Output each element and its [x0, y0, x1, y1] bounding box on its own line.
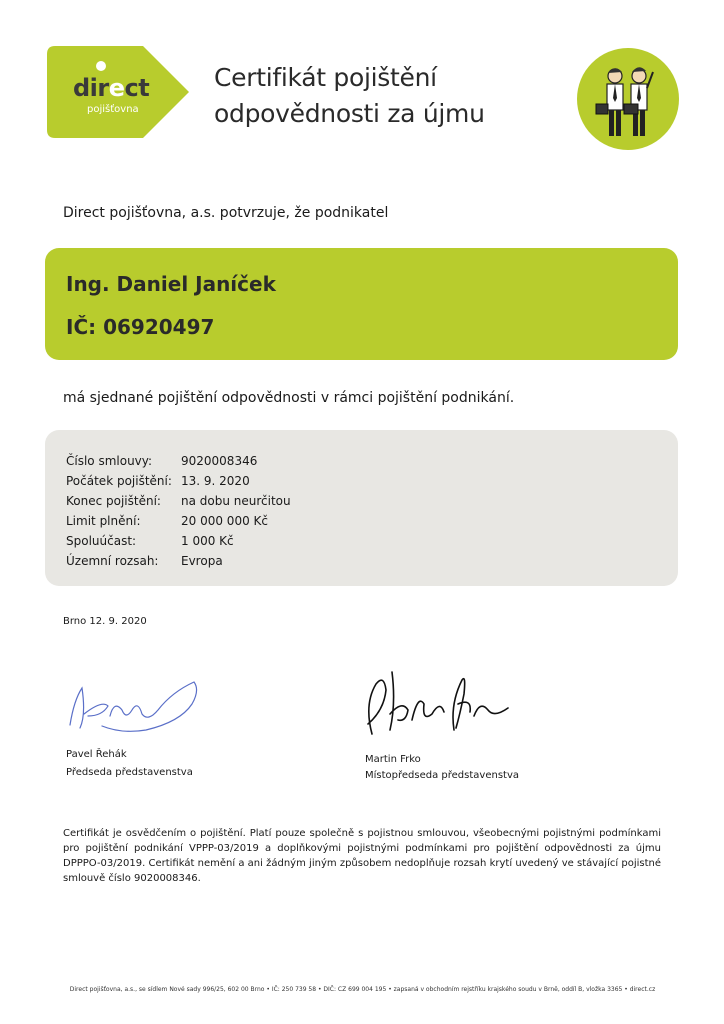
signer-1-name: Pavel Řehák [66, 749, 127, 760]
detail-value: Evropa [181, 554, 223, 568]
detail-label: Konec pojištění: [66, 494, 161, 508]
detail-label: Počátek pojištění: [66, 474, 172, 488]
place-date: Brno 12. 9. 2020 [63, 616, 147, 627]
holder-name: Ing. Daniel Janíček [66, 272, 276, 296]
detail-value: 1 000 Kč [181, 534, 234, 548]
holder-ic: IČ: 06920497 [66, 315, 215, 339]
signer-2-role: Místopředseda představenstva [365, 770, 519, 781]
holder-panel [45, 248, 678, 360]
detail-value: na dobu neurčitou [181, 494, 291, 508]
detail-value: 20 000 000 Kč [181, 514, 268, 528]
logo-wordmark: direct [73, 74, 150, 102]
signature-martin-frko [362, 664, 512, 744]
disclaimer-text: Certifikát je osvědčením o pojištění. Platí pouze společně s pojistnou smlouvou, všeobecnými pojistnými podmínkami pro pojištění podnikání VPPP-03/2019 a doplňkovými pojistnými podmínkami pro pojištění odpovědnosti za újmu DPPPO-03/2019. Certifikát nemění a ani žádným jiným způsobem nedoplňuje rozsah krytí uvedený ve stávající pojistné smlouvě číslo 9020008346. [63, 828, 661, 884]
title-line-1: Certifikát pojištění [214, 63, 437, 92]
coverage-statement: má sjednané pojištění odpovědnosti v rámci pojištění podnikání. [63, 390, 515, 406]
detail-label: Limit plnění: [66, 514, 141, 528]
detail-value: 9020008346 [181, 454, 258, 468]
certificate-title [214, 60, 544, 132]
detail-label: Spoluúčast: [66, 534, 137, 548]
detail-label: Územní rozsah: [66, 554, 159, 568]
intro-text: Direct pojišťovna, a.s. potvrzuje, že podnikatel [63, 205, 389, 221]
detail-label: Číslo smlouvy: [66, 454, 153, 468]
signature-pavel-rehak [62, 670, 202, 740]
detail-value: 13. 9. 2020 [181, 474, 250, 488]
signer-2-name: Martin Frko [365, 754, 421, 765]
logo-subtitle: pojišťovna [87, 104, 139, 115]
signer-1-role: Předseda představenstva [66, 767, 193, 778]
company-footer: Direct pojišťovna, a.s., se sídlem Nové sady 996/25, 602 00 Brno • IČ: 250 739 58 • DIČ: CZ 699 004 195 • zapsaná v obchodním rejstříku krajského soudu v Brně, oddíl B, vložka 3365 • direct.cz [69, 986, 656, 993]
businessmen-illustration [577, 48, 679, 150]
title-line-2: odpovědnosti za újmu [214, 99, 485, 128]
